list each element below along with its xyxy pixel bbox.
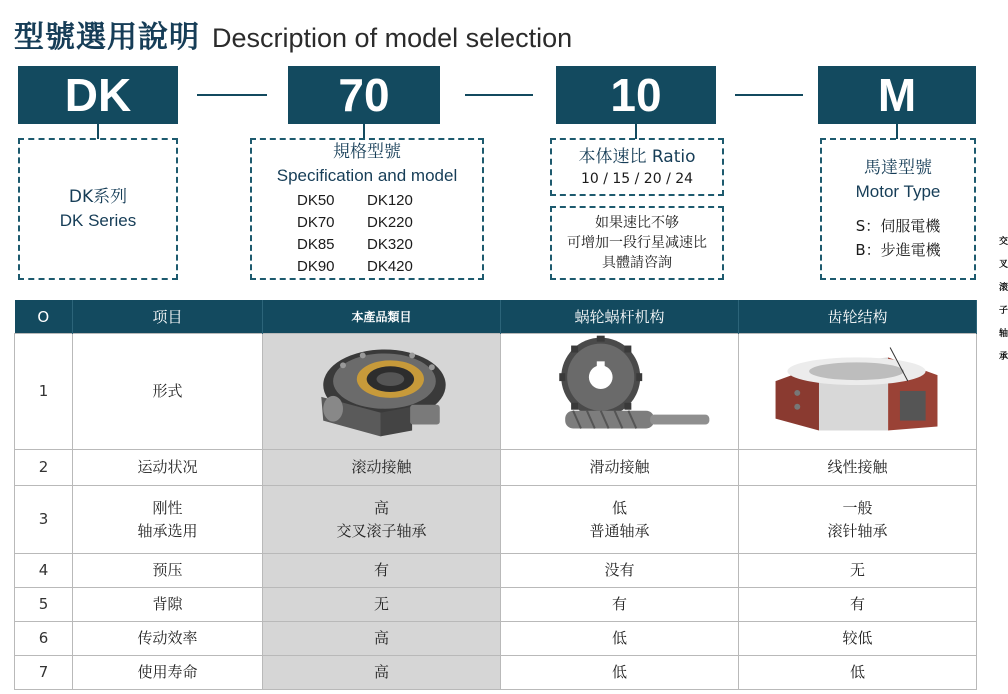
product-value: 有: [263, 554, 501, 588]
row-number: 7: [15, 656, 73, 690]
table-header-row: [15, 300, 977, 334]
col-header-product: 本產品類目: [263, 300, 501, 334]
motor-type-servo: S：伺服電機: [855, 217, 941, 235]
row-item: 形式: [73, 334, 263, 450]
gear-value: 较低: [739, 622, 977, 656]
row-item-line: 轴承选用: [137, 521, 198, 540]
series-zh: DK系列: [68, 187, 128, 207]
gear-callout-label: 交叉滚子轴承: [999, 237, 1008, 362]
gear-value: 低: [739, 656, 977, 690]
value-line: 低: [611, 498, 627, 517]
ratio-note-line: 可增加一段行星减速比: [567, 235, 707, 251]
col-header-item: 项目: [73, 300, 263, 334]
code-connector: [197, 94, 267, 96]
row-item: 预压: [73, 554, 263, 588]
row-item: 传动效率: [73, 622, 263, 656]
spec-description: [250, 138, 484, 280]
title-english: Description of model selection: [212, 23, 573, 53]
col-header-worm: 蜗轮蜗杆机构: [501, 300, 739, 334]
table-row: [15, 334, 977, 450]
slew-drive-image: [264, 335, 499, 441]
row-item: [73, 486, 263, 554]
value-line: 一般: [842, 498, 873, 517]
title-chinese: 型號選用說明: [14, 20, 200, 55]
model-item: DK420: [367, 258, 413, 275]
product-value: 无: [263, 588, 501, 622]
table-row: [15, 450, 977, 486]
series-description: [18, 138, 178, 280]
code-connector: [465, 94, 533, 96]
ratio-title: 本体速比 Ratio: [578, 147, 696, 167]
ratio-note-line: 具體請咨詢: [602, 255, 672, 271]
ratio-note: [550, 206, 724, 280]
gear-value: 线性接触: [739, 450, 977, 486]
gear-value: 无: [739, 554, 977, 588]
value-line: 高: [373, 498, 389, 517]
ratio-note-line: 如果速比不够: [595, 215, 679, 231]
row-number: 3: [15, 486, 73, 554]
model-item: DK320: [367, 236, 413, 253]
model-item: DK85: [297, 236, 335, 253]
gear-value: 有: [739, 588, 977, 622]
worm-value: 没有: [501, 554, 739, 588]
product-value: 高: [263, 656, 501, 690]
worm-value: 滑动接触: [501, 450, 739, 486]
worm-value: 低: [501, 656, 739, 690]
model-item: DK70: [297, 214, 335, 231]
row-number: 1: [15, 334, 73, 450]
product-value: [263, 486, 501, 554]
worm-gear-image: [502, 335, 737, 441]
table-row: [15, 622, 977, 656]
model-item: DK90: [297, 258, 335, 275]
ratio-description: [550, 138, 724, 196]
row-item-line: 刚性: [152, 498, 183, 517]
row-number: 2: [15, 450, 73, 486]
worm-value: [501, 486, 739, 554]
model-item: DK220: [367, 214, 413, 231]
table-row: [15, 656, 977, 690]
code-box-ratio: 10: [556, 66, 716, 124]
motor-type-stepper: B：步進電機: [855, 241, 941, 259]
worm-value: 低: [501, 622, 739, 656]
worm-image-cell: [501, 334, 739, 450]
product-image-cell: [263, 334, 501, 450]
model-item: DK120: [367, 192, 413, 209]
worm-value: 有: [501, 588, 739, 622]
product-value: 高: [263, 622, 501, 656]
row-item: 背隙: [73, 588, 263, 622]
value-line: 交叉滚子轴承: [336, 521, 427, 540]
col-header-gear: 齿轮结构: [739, 300, 977, 334]
code-box-size: 70: [288, 66, 440, 124]
row-number: 5: [15, 588, 73, 622]
value-line: 普通轴承: [589, 521, 650, 540]
motor-zh: 馬達型號: [864, 158, 932, 178]
model-list: [297, 190, 437, 278]
code-box-motor: M: [818, 66, 976, 124]
table-row: [15, 588, 977, 622]
product-value: 滚动接触: [263, 450, 501, 486]
table-row: [15, 486, 977, 554]
spec-zh: 規格型號: [333, 142, 401, 162]
page-title: [14, 12, 572, 56]
gear-value: [739, 486, 977, 554]
value-line: 滚针轴承: [827, 521, 888, 540]
code-connector: [735, 94, 803, 96]
gear-structure-image: [740, 335, 975, 441]
motor-description: [820, 138, 976, 280]
row-number: 6: [15, 622, 73, 656]
code-box-series: DK: [18, 66, 178, 124]
table-row: [15, 554, 977, 588]
model-item: DK50: [297, 192, 335, 209]
motor-en: Motor Type: [855, 182, 941, 201]
row-item: 运动状况: [73, 450, 263, 486]
spec-en: Specification and model: [276, 166, 458, 185]
row-number: 4: [15, 554, 73, 588]
col-header-no: O: [15, 300, 73, 334]
series-en: DK Series: [59, 211, 137, 230]
ratio-values: 10 / 15 / 20 / 24: [580, 171, 694, 187]
row-item: 使用寿命: [73, 656, 263, 690]
